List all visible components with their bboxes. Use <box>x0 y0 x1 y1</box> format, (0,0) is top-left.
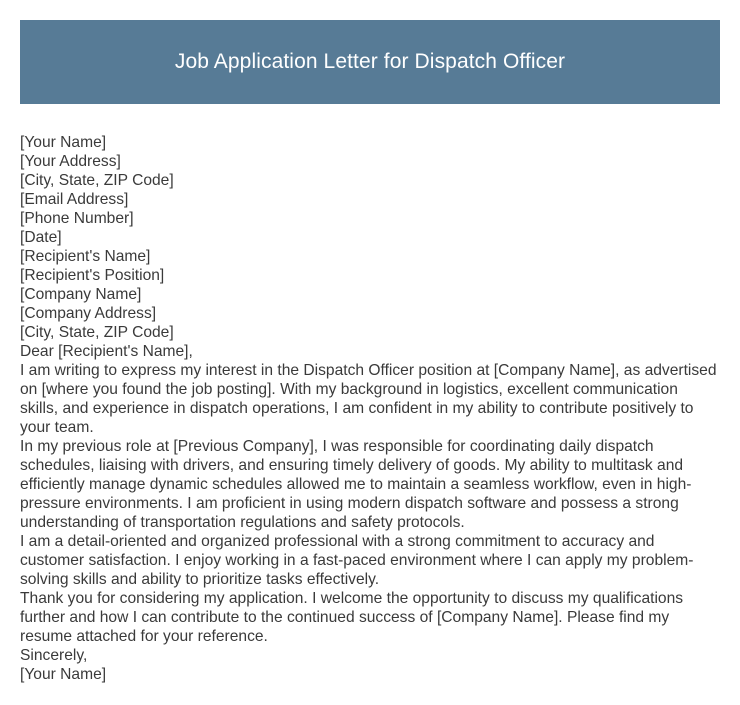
signature: [Your Name] <box>20 666 107 683</box>
recipient-name: [Recipient's Name] <box>20 248 151 265</box>
closing: Sincerely, <box>20 647 88 664</box>
paragraph-intro: I am writing to express my interest in the Dispatch Officer position at [Company Name], as advertised on [where you found the job posting]. With my background in logistics, excellent communication skills, and experience in dispatch operations, I am confident in my ability to contribute positively to your team. <box>20 362 717 436</box>
salutation: Dear [Recipient's Name], <box>20 343 193 360</box>
company-name: [Company Name] <box>20 286 142 303</box>
letter-date: [Date] <box>20 229 62 246</box>
sender-email: [Email Address] <box>20 191 129 208</box>
recipient-position: [Recipient's Position] <box>20 267 165 284</box>
sender-address: [Your Address] <box>20 153 121 170</box>
sender-city-state-zip: [City, State, ZIP Code] <box>20 172 174 189</box>
page-title: Job Application Letter for Dispatch Officer <box>174 50 566 73</box>
paragraph-experience: In my previous role at [Previous Company], I was responsible for coordinating daily dispatch schedules, liaising with drivers, and ensuring timely delivery of goods. My ability to multitask and efficiently manage dynamic schedules allowed me to maintain a seamless workflow, even in high-pressure environments. I am proficient in using modern dispatch software and possess a strong understanding of transportation regulations and safety protocols. <box>20 438 692 531</box>
paragraph-closing: Thank you for considering my application. I welcome the opportunity to discuss my qualifications further and how I can contribute to the continued success of [Company Name]. Please find my resume attached for your reference. <box>20 590 684 645</box>
letter-body <box>20 133 720 684</box>
sender-phone: [Phone Number] <box>20 210 134 227</box>
company-address: [Company Address] <box>20 305 157 322</box>
sender-name: [Your Name] <box>20 134 107 151</box>
title-banner <box>20 20 720 104</box>
paragraph-qualities: I am a detail-oriented and organized professional with a strong commitment to accuracy and customer satisfaction. I enjoy working in a fast-paced environment where I can apply my problem-solving skills and ability to prioritize tasks effectively. <box>20 533 694 588</box>
company-city-state-zip: [City, State, ZIP Code] <box>20 324 174 341</box>
